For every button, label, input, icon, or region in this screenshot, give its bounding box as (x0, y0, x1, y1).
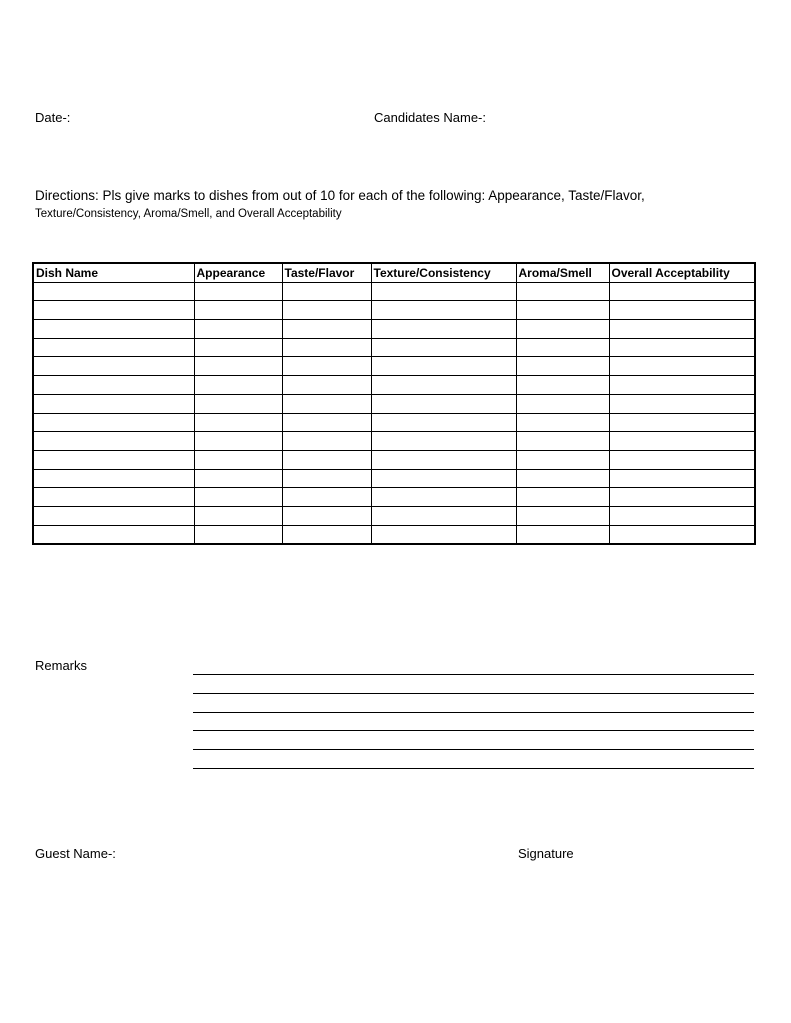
table-cell[interactable] (282, 413, 371, 432)
table-row (33, 357, 755, 376)
table-cell[interactable] (33, 394, 194, 413)
table-header-row (33, 263, 755, 282)
table-cell[interactable] (609, 488, 755, 507)
table-cell[interactable] (609, 450, 755, 469)
table-cell[interactable] (33, 469, 194, 488)
table-row (33, 301, 755, 320)
scoring-table (32, 262, 756, 545)
table-cell[interactable] (609, 376, 755, 395)
table-cell[interactable] (516, 282, 609, 301)
table-row (33, 432, 755, 451)
table-row (33, 376, 755, 395)
table-row (33, 450, 755, 469)
table-row (33, 469, 755, 488)
header-texture-consistency: Texture/Consistency (371, 263, 516, 282)
table-cell[interactable] (516, 450, 609, 469)
table-cell[interactable] (516, 432, 609, 451)
remark-line[interactable] (193, 674, 754, 675)
header-overall-acceptability: Overall Acceptability (609, 263, 755, 282)
table-cell[interactable] (282, 376, 371, 395)
table-cell[interactable] (516, 506, 609, 525)
table-cell[interactable] (33, 488, 194, 507)
table-cell[interactable] (282, 525, 371, 544)
table-cell[interactable] (516, 469, 609, 488)
table-cell[interactable] (609, 301, 755, 320)
table-cell[interactable] (516, 301, 609, 320)
table-cell[interactable] (371, 394, 516, 413)
table-cell[interactable] (371, 338, 516, 357)
remark-line[interactable] (193, 730, 754, 731)
table-cell[interactable] (33, 338, 194, 357)
directions-text-line1: Directions: Pls give marks to dishes from out of 10 for each of the following: Appearance, Taste/Flavor, (35, 188, 645, 203)
header-aroma-smell: Aroma/Smell (516, 263, 609, 282)
candidate-name-label: Candidates Name-: (374, 110, 486, 125)
table-cell[interactable] (194, 376, 282, 395)
table-body (33, 282, 755, 544)
table-cell[interactable] (33, 376, 194, 395)
header-appearance: Appearance (194, 263, 282, 282)
remark-line[interactable] (193, 749, 754, 750)
signature-label: Signature (518, 846, 574, 861)
table-cell[interactable] (371, 413, 516, 432)
table-cell[interactable] (371, 376, 516, 395)
table-cell[interactable] (609, 469, 755, 488)
table-cell[interactable] (516, 525, 609, 544)
table-cell[interactable] (194, 320, 282, 339)
table-cell[interactable] (371, 320, 516, 339)
remarks-label: Remarks (35, 658, 88, 673)
guest-name-label: Guest Name-: (35, 846, 116, 861)
table-cell[interactable] (516, 413, 609, 432)
table-cell[interactable] (282, 394, 371, 413)
table-cell[interactable] (194, 432, 282, 451)
table-cell[interactable] (371, 357, 516, 376)
table-cell[interactable] (282, 320, 371, 339)
table-cell[interactable] (33, 450, 194, 469)
table-cell[interactable] (282, 469, 371, 488)
table-cell[interactable] (282, 450, 371, 469)
table-cell[interactable] (33, 525, 194, 544)
table-cell[interactable] (282, 282, 371, 301)
header-taste-flavor: Taste/Flavor (282, 263, 371, 282)
table-cell[interactable] (33, 357, 194, 376)
table-cell[interactable] (33, 506, 194, 525)
table-row (33, 413, 755, 432)
table-cell[interactable] (516, 376, 609, 395)
table-row (33, 488, 755, 507)
table-row (33, 338, 755, 357)
table-cell[interactable] (194, 488, 282, 507)
header-dish-name: Dish Name (33, 263, 194, 282)
table-cell[interactable] (194, 301, 282, 320)
table-cell[interactable] (609, 357, 755, 376)
table-cell[interactable] (609, 432, 755, 451)
table-cell[interactable] (282, 432, 371, 451)
table-cell[interactable] (282, 357, 371, 376)
table-cell[interactable] (516, 394, 609, 413)
remark-line[interactable] (193, 693, 754, 694)
table-cell[interactable] (609, 413, 755, 432)
table-cell[interactable] (33, 432, 194, 451)
table-cell[interactable] (609, 525, 755, 544)
table-row (33, 525, 755, 544)
table-cell[interactable] (371, 469, 516, 488)
table-cell[interactable] (371, 506, 516, 525)
table-cell[interactable] (371, 301, 516, 320)
table-cell[interactable] (194, 506, 282, 525)
table-cell[interactable] (194, 525, 282, 544)
table-cell[interactable] (282, 506, 371, 525)
directions-text-line2: Texture/Consistency, Aroma/Smell, and Overall Acceptability (35, 208, 342, 220)
table-cell[interactable] (33, 282, 194, 301)
table-cell[interactable] (33, 301, 194, 320)
table-cell[interactable] (609, 338, 755, 357)
table-row (33, 282, 755, 301)
table-cell[interactable] (33, 413, 194, 432)
table-cell[interactable] (194, 450, 282, 469)
table-cell[interactable] (371, 450, 516, 469)
table-cell[interactable] (371, 488, 516, 507)
table-cell[interactable] (371, 525, 516, 544)
table-cell[interactable] (371, 432, 516, 451)
table-row (33, 506, 755, 525)
table-cell[interactable] (609, 394, 755, 413)
table-cell[interactable] (33, 320, 194, 339)
remark-line[interactable] (193, 712, 754, 713)
table-cell[interactable] (194, 394, 282, 413)
table-cell[interactable] (194, 469, 282, 488)
table-cell[interactable] (282, 488, 371, 507)
table-cell[interactable] (516, 320, 609, 339)
table-cell[interactable] (516, 338, 609, 357)
table-cell[interactable] (371, 282, 516, 301)
table-cell[interactable] (194, 413, 282, 432)
table-cell[interactable] (609, 506, 755, 525)
table-cell[interactable] (282, 338, 371, 357)
table-cell[interactable] (516, 488, 609, 507)
remark-line[interactable] (193, 768, 754, 769)
table-cell[interactable] (194, 357, 282, 376)
date-label: Date-: (35, 110, 71, 125)
table-cell[interactable] (609, 320, 755, 339)
table-row (33, 394, 755, 413)
table-cell[interactable] (194, 338, 282, 357)
table-cell[interactable] (609, 282, 755, 301)
table-row (33, 320, 755, 339)
table-cell[interactable] (516, 357, 609, 376)
table-cell[interactable] (282, 301, 371, 320)
table-cell[interactable] (194, 282, 282, 301)
